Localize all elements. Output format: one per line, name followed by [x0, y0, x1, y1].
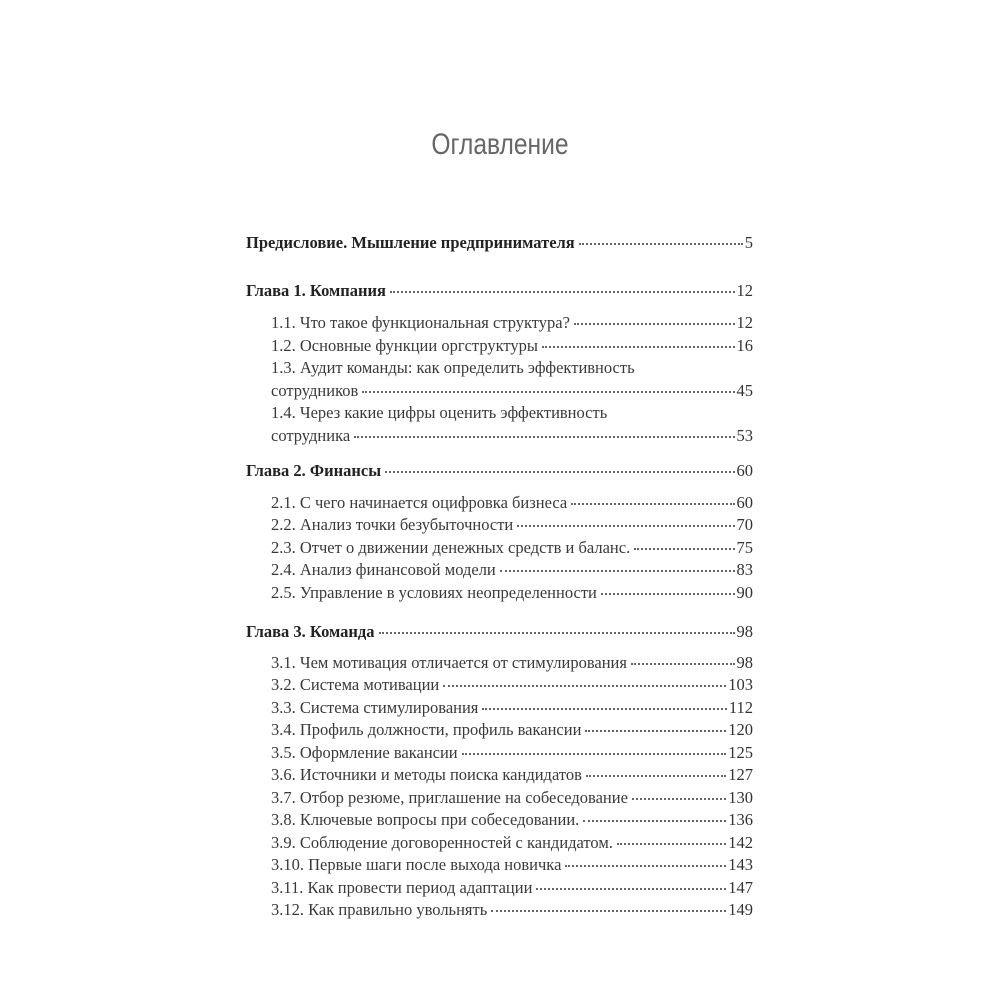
toc-chapter-1[interactable]: [246, 280, 753, 303]
dot-leader: [579, 242, 743, 245]
toc-page-number: 147: [728, 877, 753, 897]
toc-section-line: [246, 764, 753, 787]
toc-entry-title: 3.11. Как провести период адаптации: [271, 877, 533, 897]
toc-page-number: 5: [744, 233, 753, 252]
toc-entry-title: 1.4. Через какие цифры оценить эффективность: [271, 403, 608, 422]
toc-section-line: [246, 899, 753, 922]
toc-chapter-2[interactable]: [246, 460, 753, 483]
toc-section[interactable]: [246, 719, 753, 742]
toc-page-number: 83: [736, 560, 753, 579]
toc-section[interactable]: [246, 697, 753, 720]
toc-section[interactable]: [246, 652, 753, 675]
dot-leader: [574, 322, 735, 325]
toc-entry-title: 3.10. Первые шаги после выхода новичка: [271, 855, 562, 874]
toc-entry-title: 2.2. Анализ точки безубыточности: [271, 515, 514, 534]
toc-entry-title: Глава 1. Компания: [246, 281, 386, 300]
table-of-contents: [246, 232, 753, 922]
dot-leader: [586, 774, 726, 777]
toc-entry-title-continued: сотрудников: [271, 380, 359, 400]
toc-page-number: 12: [736, 281, 753, 300]
toc-entry-title: Глава 3. Команда: [246, 621, 375, 641]
toc-section[interactable]: [246, 537, 753, 560]
toc-page-number: 53: [736, 425, 753, 445]
toc-entry-title: 3.1. Чем мотивация отличается от стимулирования: [271, 652, 627, 672]
toc-section[interactable]: [246, 854, 753, 877]
toc-section-line: [246, 425, 753, 448]
toc-section-line: [246, 582, 753, 605]
toc-page-number: 12: [736, 313, 753, 332]
toc-page-number: 143: [728, 855, 753, 874]
dot-leader: [542, 345, 734, 348]
toc-entry-title: 1.2. Основные функции оргструктуры: [271, 335, 539, 355]
toc-entry-preface[interactable]: [246, 232, 753, 255]
toc-entry-title: 3.9. Соблюдение договоренностей с кандидатом.: [271, 832, 613, 852]
toc-section[interactable]: [246, 877, 753, 900]
toc-entry-title: 3.4. Профиль должности, профиль вакансии: [271, 720, 582, 739]
toc-entry-title: 2.5. Управление в условиях неопределенности: [271, 582, 597, 602]
toc-page-number: 112: [728, 697, 753, 717]
dot-leader: [536, 887, 726, 890]
dot-leader: [462, 752, 727, 755]
toc-section-line: [246, 719, 753, 742]
toc-section-line: [246, 380, 753, 403]
toc-section[interactable]: [246, 742, 753, 765]
dot-leader: [585, 729, 726, 732]
dot-leader: [617, 842, 726, 845]
toc-chapter-3[interactable]: [246, 621, 753, 644]
toc-section-line: [246, 312, 753, 335]
toc-page-number: 130: [728, 787, 753, 807]
toc-section[interactable]: [246, 312, 753, 335]
toc-section-line: [246, 537, 753, 560]
dot-leader: [482, 707, 726, 710]
dot-leader: [583, 819, 726, 822]
toc-section[interactable]: [246, 357, 753, 402]
toc-entry-title: 1.3. Аудит команды: как определить эффективность: [271, 358, 635, 377]
toc-section[interactable]: [246, 335, 753, 358]
toc-page-number: 60: [736, 460, 753, 480]
page-title: Оглавление: [431, 128, 569, 162]
toc-section-line: [246, 697, 753, 720]
toc-section[interactable]: [246, 809, 753, 832]
toc-entry-title: 2.3. Отчет о движении денежных средств и баланс.: [271, 537, 631, 557]
dot-leader: [354, 435, 734, 438]
toc-section[interactable]: [246, 582, 753, 605]
toc-page-number: 60: [736, 492, 753, 512]
toc-page-number: 127: [728, 765, 753, 784]
toc-entry-title: 3.8. Ключевые вопросы при собеседовании.: [271, 810, 580, 829]
dot-leader: [517, 524, 734, 527]
toc-page-number: 125: [728, 742, 753, 762]
toc-page-number: 142: [728, 832, 753, 852]
toc-section-line: [246, 559, 753, 582]
toc-entry-title: 3.2. Система мотивации: [271, 675, 440, 694]
toc-page-number: 120: [728, 720, 753, 739]
dot-leader: [631, 662, 735, 665]
dot-leader: [634, 547, 734, 550]
toc-section-line: [246, 854, 753, 877]
toc-section[interactable]: [246, 402, 753, 447]
toc-page-number: 70: [736, 515, 753, 534]
dot-leader: [565, 864, 726, 867]
toc-section-line: [246, 652, 753, 675]
toc-page-number: 45: [736, 380, 753, 400]
toc-entry-title: 3.6. Источники и методы поиска кандидатов: [271, 765, 582, 784]
toc-entry-title: 2.1. С чего начинается оцифровка бизнеса: [271, 492, 568, 512]
toc-section-line: [246, 674, 753, 697]
toc-page-number: 149: [728, 900, 753, 919]
toc-entry-title: 3.5. Оформление вакансии: [271, 742, 458, 762]
dot-leader: [443, 684, 726, 687]
toc-section-line: [246, 832, 753, 855]
toc-entry-title: Глава 2. Финансы: [246, 460, 382, 480]
toc-section-line: [246, 402, 753, 425]
toc-page-number: 98: [736, 652, 753, 672]
dot-leader: [632, 797, 726, 800]
toc-section-line: [246, 492, 753, 515]
toc-entry-title: 1.1. Что такое функциональная структура?: [271, 313, 570, 332]
toc-section[interactable]: [246, 674, 753, 697]
toc-entry-title-continued: сотрудника: [271, 425, 351, 445]
toc-section-line: [246, 335, 753, 358]
dot-leader: [385, 470, 734, 473]
dot-leader: [390, 290, 735, 293]
dot-leader: [601, 592, 735, 595]
toc-section[interactable]: [246, 764, 753, 787]
toc-section[interactable]: [246, 559, 753, 582]
toc-entry-title: 3.7. Отбор резюме, приглашение на собеседование: [271, 787, 628, 807]
dot-leader: [379, 631, 735, 634]
toc-section-line: [246, 877, 753, 900]
toc-section-line: [246, 742, 753, 765]
toc-section[interactable]: [246, 899, 753, 922]
toc-section-line: [246, 514, 753, 537]
dot-leader: [571, 502, 734, 505]
toc-page-number: 90: [736, 582, 753, 602]
toc-section-line: [246, 809, 753, 832]
dot-leader: [491, 909, 726, 912]
toc-section-line: [246, 787, 753, 810]
toc-entry-title: 3.12. Как правильно увольнять: [271, 900, 488, 919]
dot-leader: [362, 390, 734, 393]
dot-leader: [500, 569, 735, 572]
toc-section-line: [246, 357, 753, 380]
toc-page-number: 75: [736, 537, 753, 557]
toc-section[interactable]: [246, 787, 753, 810]
toc-page-number: 103: [728, 675, 753, 694]
toc-entry-title: 3.3. Система стимулирования: [271, 697, 479, 717]
toc-page-number: 136: [728, 810, 753, 829]
toc-section[interactable]: [246, 492, 753, 515]
toc-section[interactable]: [246, 832, 753, 855]
toc-page-number: 98: [736, 621, 753, 641]
toc-page-number: 16: [736, 335, 753, 355]
toc-entry-title: Предисловие. Мышление предпринимателя: [246, 233, 575, 252]
toc-entry-title: 2.4. Анализ финансовой модели: [271, 560, 496, 579]
toc-section[interactable]: [246, 514, 753, 537]
